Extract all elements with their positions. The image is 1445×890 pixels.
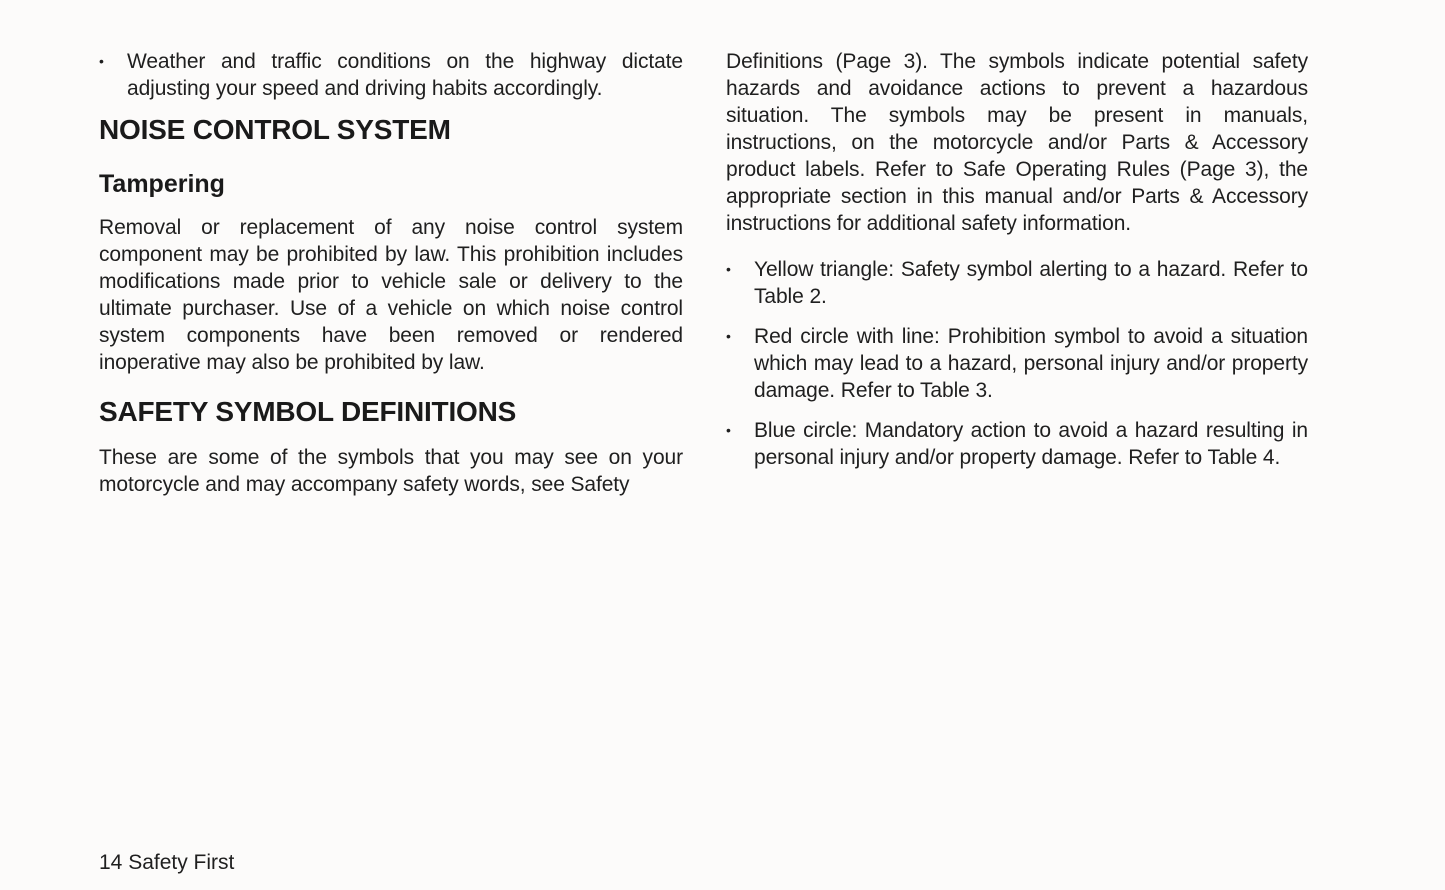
intro-bullet-list (99, 48, 683, 102)
section-heading-noise-control: NOISE CONTROL SYSTEM (99, 114, 451, 145)
subheading-tampering: Tampering (99, 170, 225, 198)
safety-symbols-paragraph: These are some of the symbols that you may see on your motorcycle and may accompany safety words, see Safety (99, 446, 683, 496)
tampering-paragraph: Removal or replacement of any noise control system component may be prohibited by law. This prohibition includes modifications made prior to vehicle sale or delivery to the ultimate purchaser. Use of a vehicle on which noise control system components have been removed or rendered inoperative may also be prohibited by law. (99, 216, 683, 374)
bullet-icon: • (726, 261, 731, 277)
left-column (99, 48, 683, 498)
bullet-text: Yellow triangle: Safety symbol alerting to a hazard. Refer to Table 2. (754, 258, 1308, 308)
bullet-text: Blue circle: Mandatory action to avoid a hazard resulting in personal injury and/or property damage. Refer to Table 4. (754, 419, 1308, 469)
bullet-text: Weather and traffic conditions on the highway dictate adjusting your speed and driving habits accordingly. (127, 50, 683, 100)
page-footer: 14 Safety First (99, 851, 235, 874)
bullet-icon: • (99, 53, 104, 69)
list-item-red-circle (726, 323, 1308, 404)
list-item-blue-circle (726, 417, 1308, 471)
list-item-yellow-triangle (726, 256, 1308, 310)
bullet-text: Red circle with line: Prohibition symbol to avoid a situation which may lead to a hazard, personal injury and/or property damage. Refer to Table 3. (754, 325, 1308, 402)
right-column (726, 48, 1308, 484)
symbol-bullet-list (726, 256, 1308, 471)
bullet-icon: • (726, 422, 731, 438)
section-heading-safety-symbols: SAFETY SYMBOL DEFINITIONS (99, 396, 517, 427)
list-item (99, 48, 683, 102)
safety-symbols-paragraph-continued: Definitions (Page 3). The symbols indicate potential safety hazards and avoidance actions to prevent a hazardous situation. The symbols may be present in manuals, instructions, on the motorcycle and/or Parts & Accessory product labels. Refer to Safe Operating Rules (Page 3), the appropriate section in this manual and/or Parts & Accessory instructions for additional safety information. (726, 50, 1308, 235)
subheading-wrapper (99, 168, 683, 200)
bullet-icon: • (726, 328, 731, 344)
